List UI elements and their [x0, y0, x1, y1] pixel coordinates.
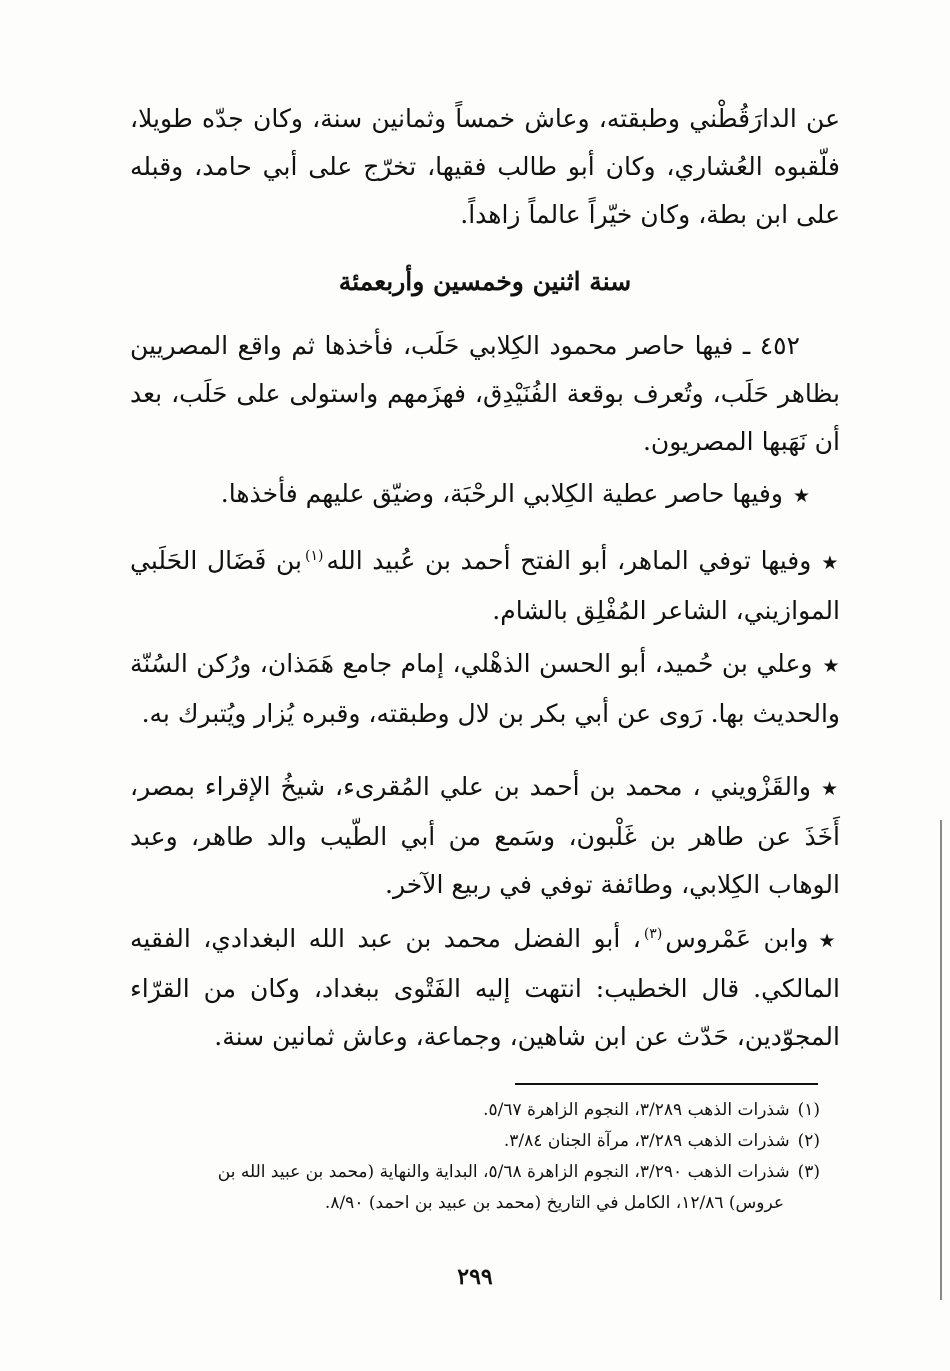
star-bullet: ★	[822, 655, 840, 677]
footnote-text: شذرات الذهب ٣/٢٩٠، النجوم الزاهرة ٥/٦٨، البداية والنهاية (محمد بن عبيد الله بن	[217, 1162, 790, 1182]
footnote-ref-3[interactable]: (٣)	[643, 925, 663, 942]
star-bullet: ★	[818, 930, 840, 952]
entry-452-text: ٤٥٢ ـ فيها حاصر محمود الكِلابي حَلَب، فأخذها ثم واقع المصريين بظاهر حَلَب، وتُعرف بوقعة الفُنَيْدِق، فهزَمهم واستولى على حَلَب، بعد أن نَهَبها المصريون.	[130, 331, 840, 456]
footnote-mark: (١)	[797, 1100, 820, 1120]
scan-edge-line	[940, 820, 942, 1300]
section-heading: سنة اثنين وخمسين وأربعمئة	[338, 267, 632, 296]
footnote-ref-1[interactable]: (١)	[304, 547, 324, 564]
footnote-mark: (٣)	[797, 1162, 820, 1182]
entry-atiya	[130, 470, 840, 520]
entry-text: والقَزْويني ، محمد بن أحمد بن علي المُقرىء، شيخُ الإقراء بمصر، أَخَذَ عن طاهر بن غَلْبون، وسَمع من أبي الطّيب والد طاهر، وعبد الوهاب الكِلابي، وطائفة توفي في ربيع الآخر.	[130, 772, 840, 899]
entry-text: وفيها توفي الماهر، أبو الفتح أحمد بن عُبيد الله	[326, 546, 812, 575]
footnote-text: شذرات الذهب ٣/٢٨٩، مرآة الجنان ٣/٨٤.	[503, 1131, 790, 1151]
entry-al-mahir	[130, 537, 840, 635]
footnote-3-continuation: عروس) ١٢/٨٦، الكامل في التاريخ (محمد بن عبيد بن احمد) ٨/٩٠.	[324, 1193, 784, 1213]
footnotes	[120, 1095, 820, 1219]
page-number: ٢٩٩	[457, 1264, 493, 1290]
footnote-1	[120, 1095, 820, 1126]
intro-paragraph	[130, 95, 840, 239]
star-bullet: ★	[821, 552, 840, 574]
entry-text: وابن عَمْروس	[665, 924, 809, 953]
star-bullet: ★	[820, 778, 840, 800]
entry-text-continued: ، أبو الفضل محمد بن عبد الله البغدادي، الفقيه المالكي. قال الخطيب: انتهت إليه الفَتْوى ببغداد، وكان من القرّاء المجوّدين، حَدّث عن ابن شاهين، وجماعة، وعاش ثمانين سنة.	[130, 924, 840, 1051]
footnote-separator	[515, 1083, 818, 1085]
intro-text: عن الدارَقُطْني وطبقته، وعاش خمساً وثمانين سنة، وكان جدّه طويلا، فلّقبوه العُشاري، وكان أبو طالب فقيها، تخرّج على أبي حامد، وقبله على ابن بطة، وكان خيّراً عالماً زاهداً.	[130, 104, 840, 229]
footnote-3	[120, 1157, 820, 1188]
star-bullet: ★	[792, 485, 810, 507]
entry-text-continued: بن فَضَال الحَلَبي الموازيني، الشاعر المُفْلِق بالشام.	[130, 546, 840, 625]
entry-452	[130, 322, 840, 466]
footnote-mark: (٢)	[797, 1131, 820, 1151]
entry-ali-bin-humaid	[130, 640, 840, 738]
entry-ibn-amrus	[130, 915, 840, 1061]
entry-al-qazwini	[130, 763, 840, 909]
entry-text: وعلي بن حُميد، أبو الحسن الذهْلي، إمام جامع هَمَذان، ورُكن السُنّة والحديث بها. رَوى عن أبي بكر بن لال وطبقته، وقبره يُزار ويُتبرك به.	[130, 649, 840, 728]
entry-text: وفيها حاصر عطية الكِلابي الرحْبَة، وضيّق عليهم فأخذها.	[220, 479, 783, 508]
footnote-2	[120, 1126, 820, 1157]
footnote-text: شذرات الذهب ٣/٢٨٩، النجوم الزاهرة ٥/٦٧.	[483, 1100, 790, 1120]
